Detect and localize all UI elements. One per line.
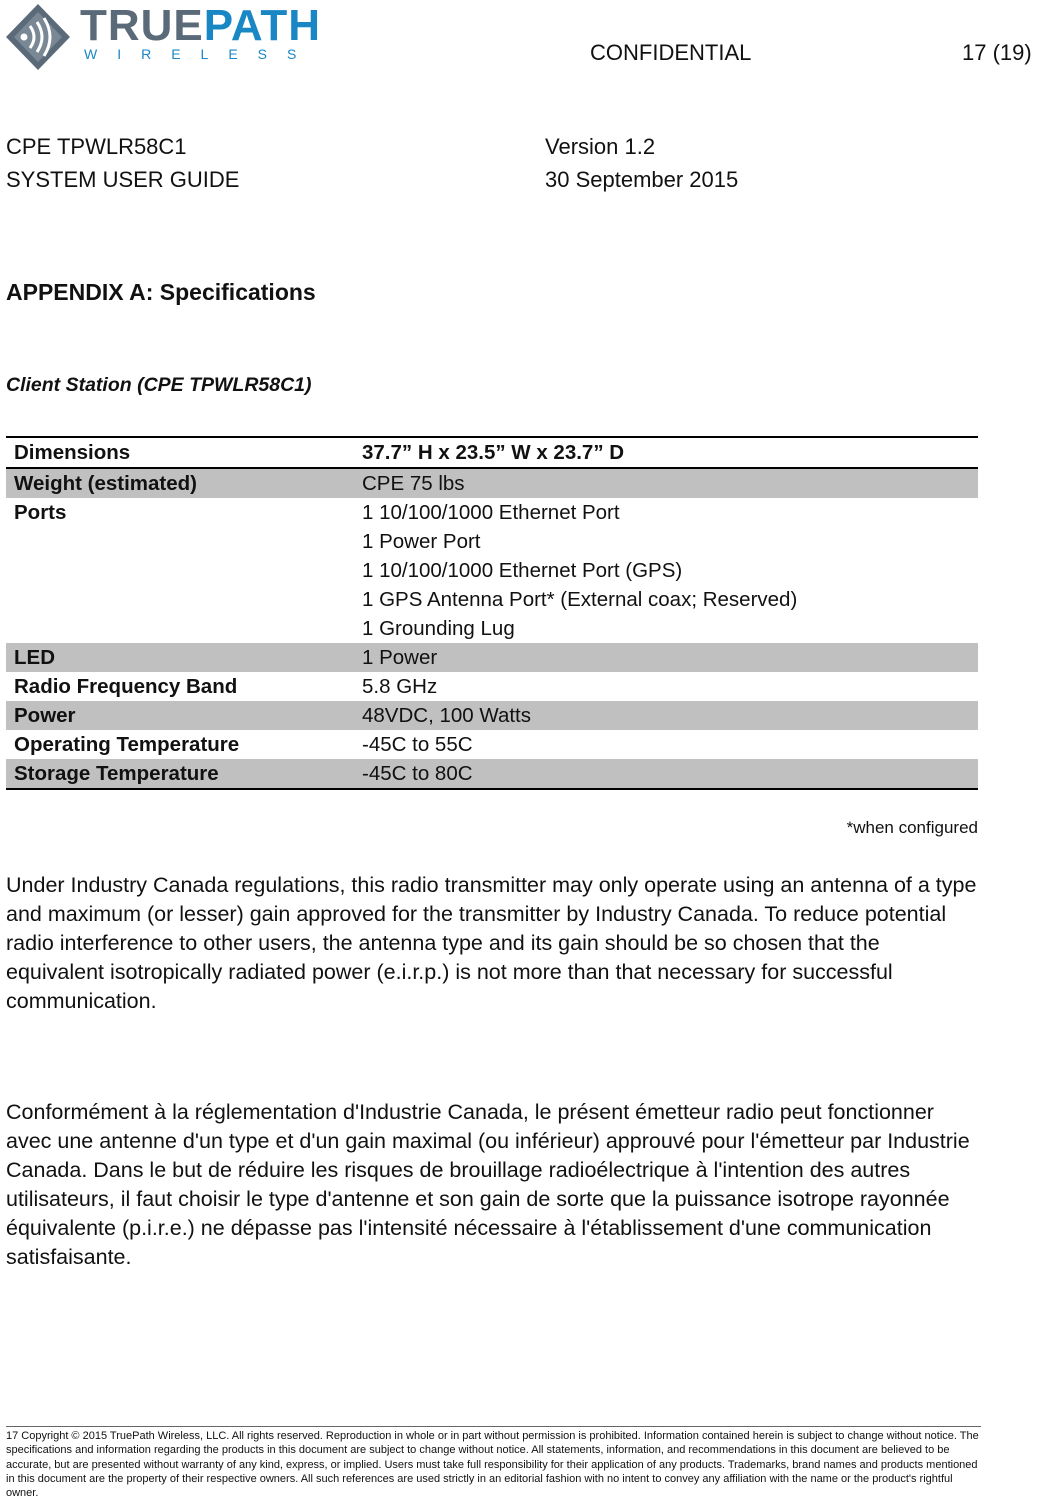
spec-row-weight xyxy=(6,469,978,498)
spec-row-rf-band xyxy=(6,672,978,701)
logo-wordmark: TRUEPATH xyxy=(80,1,322,50)
port-item: 1 Power Port xyxy=(362,530,481,553)
section-title: Client Station (CPE TPWLR58C1) xyxy=(6,374,312,396)
spec-label: Operating Temperature xyxy=(14,733,240,756)
spec-row-dimensions xyxy=(6,438,978,469)
port-item: 1 Grounding Lug xyxy=(362,617,515,640)
confidential-label: CONFIDENTIAL xyxy=(590,40,752,65)
port-item: 1 10/100/1000 Ethernet Port xyxy=(362,501,620,524)
paragraph-english: Under Industry Canada regulations, this radio transmitter may only operate using an antenna of a type and maximum (or lesser) gain approved for the transmitter by Industry Canada. To reduce potential radio interference to other users, the antenna type and its gain should be so chosen that the equivalent isotropically radiated power (e.i.r.p.) is not more than that necessary for successful communication. xyxy=(6,873,977,1013)
spec-table xyxy=(6,436,978,790)
doc-meta-right xyxy=(545,130,738,196)
logo-emblem-icon xyxy=(4,2,72,72)
spec-label: Storage Temperature xyxy=(14,762,219,785)
product-name: CPE TPWLR58C1 xyxy=(6,134,187,159)
spec-label: Dimensions xyxy=(14,441,131,464)
spec-value: -45C to 80C xyxy=(362,762,473,785)
appendix-title: APPENDIX A: Specifications xyxy=(6,279,316,305)
spec-value-list xyxy=(362,498,978,643)
page-number: 17 (19) xyxy=(962,40,1032,65)
truepath-logo xyxy=(4,2,356,72)
paragraph-french: Conformément à la réglementation d'Industrie Canada, le présent émetteur radio peut fonctionner avec une antenne d'un type et d'un gain maximal (ou inférieur) approuvé pour l'émetteur par Industrie Canada. Dans le but de réduire les risques de brouillage radioélectrique à l'intention des autres utilisateurs, il faut choisir le type d'antenne et son gain de sorte que la puissance isotrope rayonnée équivalente (p.i.r.e.) ne dépasse pas l'intensité nécessaire à l'établissement d'une communication satisfaisante. xyxy=(6,1100,970,1269)
spec-label: LED xyxy=(14,646,55,669)
spec-row-storage-temperature xyxy=(6,759,978,788)
footnote: *when configured xyxy=(846,818,978,837)
spec-row-led xyxy=(6,643,978,672)
spec-value: 5.8 GHz xyxy=(362,675,438,698)
guide-title: SYSTEM USER GUIDE xyxy=(6,167,240,192)
spec-label: Radio Frequency Band xyxy=(14,675,238,698)
spec-value: 37.7” H x 23.5” W x 23.7” D xyxy=(362,441,625,464)
port-item: 1 10/100/1000 Ethernet Port (GPS) xyxy=(362,559,683,582)
spec-row-operating-temperature xyxy=(6,730,978,759)
doc-meta-left xyxy=(6,130,239,196)
spec-value: CPE 75 lbs xyxy=(362,472,465,495)
footer-divider xyxy=(6,1426,981,1427)
spec-row-ports xyxy=(6,498,978,643)
spec-row-power xyxy=(6,701,978,730)
spec-value: 48VDC, 100 Watts xyxy=(362,704,532,727)
spec-value: -45C to 55C xyxy=(362,733,473,756)
port-item: 1 GPS Antenna Port* (External coax; Reserved) xyxy=(362,588,798,611)
version: Version 1.2 xyxy=(545,134,656,159)
spec-label: Ports xyxy=(14,501,67,524)
logo-subtitle: WIRELESS xyxy=(84,46,317,62)
spec-value: 1 Power xyxy=(362,646,438,669)
spec-label: Weight (estimated) xyxy=(14,472,197,495)
copyright-footer: 17 Copyright © 2015 TruePath Wireless, LLC. All rights reserved. Reproduction in whole or in part without permission is prohibited. Information contained herein is subject to change without notice. The specifications and information regarding the products in this document are subject to change without notice. All statements, information, and recommendations in this document are believed to be accurate, but are presented without warranty of any kind, express, or implied. Users must take full responsibility for their application of any products. Trademarks, brand names and products mentioned in this document are the property of their respective owners. All such references are used strictly in an editorial fashion with no intent to convey any affiliation with the name or the product's rightful owner. xyxy=(6,1430,979,1500)
spec-label: Power xyxy=(14,704,76,727)
date: 30 September 2015 xyxy=(545,167,739,192)
